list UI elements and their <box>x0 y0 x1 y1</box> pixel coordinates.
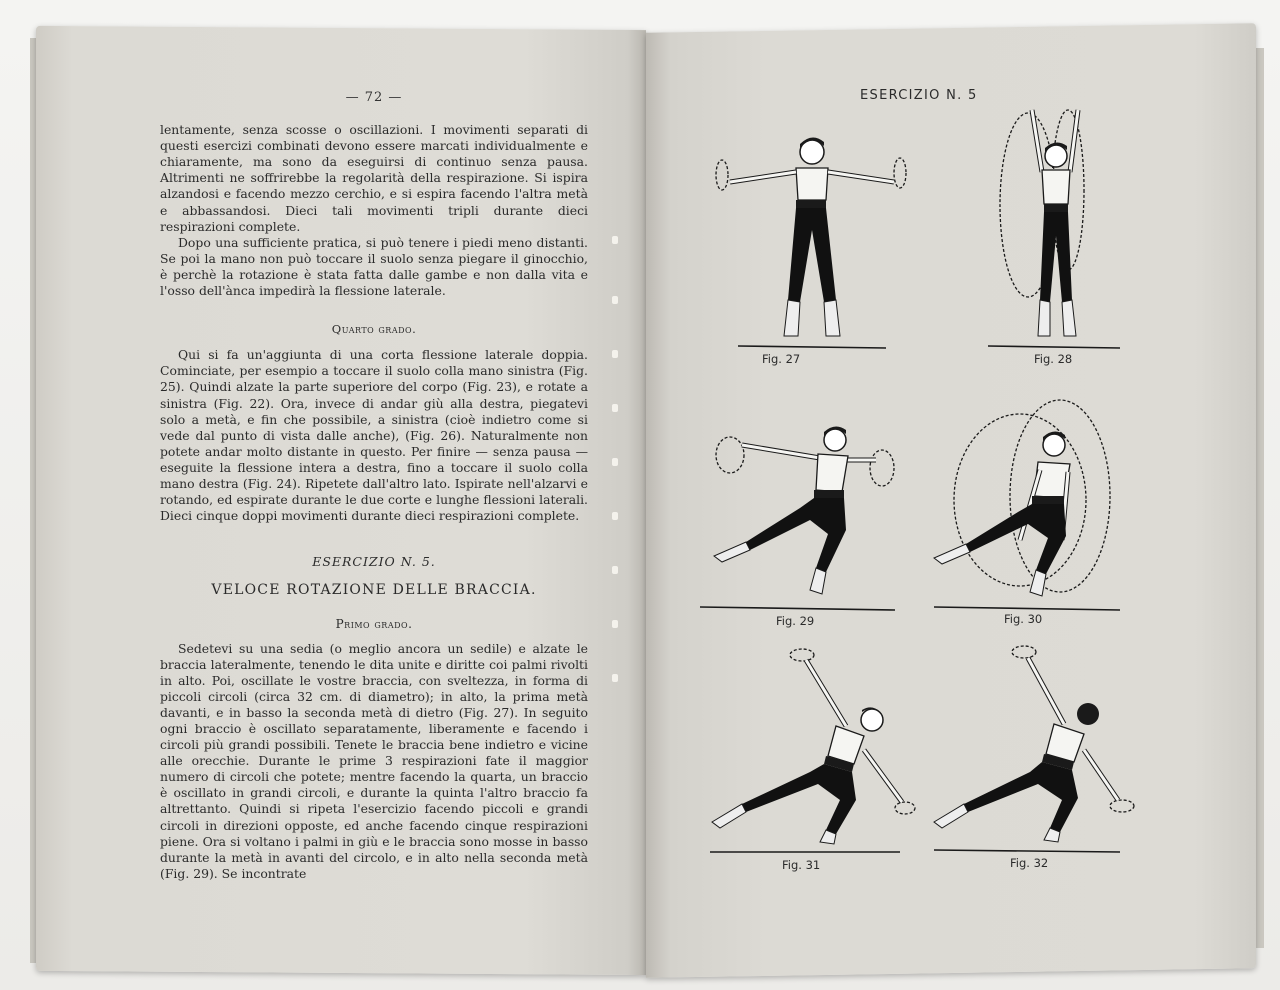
paragraph: Qui si fa un'aggiunta di una corta flessione laterale doppia. Cominciate, per esempio a toccare il suolo colla mano sinistra (Fig. 25). Quindi alzate la parte superiore del corpo (Fig. 23), e rotate a sinistra (Fig. 22). Ora, invece di andar giù alla destra, piegatevi solo a metà, e fin che possibile, a sinistra (cioè indietro come si vede dal punto di vista dalle anche), (Fig. 26). Naturalmente non potete andar molto distante in questo. Per finire — senza pausa — eseguite la flessione intera a destra, fino a toccare il suolo colla mano destra (Fig. 24). Ripetete dall'altro lato. Ispirate nell'alzarvi e rotando, ed espirate durante le due corte e lunghe flessioni laterali. Dieci cinque doppi movimenti durante dieci respirazioni complete. <box>160 347 588 524</box>
ground-line <box>934 607 1120 610</box>
ground-line <box>988 346 1120 348</box>
binding-stitch <box>612 458 618 466</box>
binding-stitch <box>612 350 618 358</box>
right-page-header: ESERCIZIO N. 5 <box>860 88 978 103</box>
binding-stitch <box>612 404 618 412</box>
figure-29-illustration <box>714 426 894 594</box>
figure-32-illustration <box>934 646 1134 842</box>
binding-stitch <box>612 674 618 682</box>
binding-stitch <box>612 620 618 628</box>
figure-caption: Fig. 27 <box>762 352 801 366</box>
page-number: — 72 — <box>345 90 403 105</box>
ground-line <box>738 346 886 348</box>
figure-caption: Fig. 32 <box>1010 856 1049 870</box>
figure-plate <box>650 100 1210 880</box>
figure-caption: Fig. 29 <box>776 614 815 628</box>
figure-27-illustration <box>716 137 906 336</box>
figure-30-illustration <box>934 400 1110 596</box>
binding-stitch <box>612 512 618 520</box>
paragraph: lentamente, senza scosse o oscillazioni. I movimenti separati di questi esercizi combinati devono essere marcati individualmente e chiaramente, ma sono da eseguirsi di continuo senza pausa. Altrimenti ne soffrirebbe la regolarità della respirazione. Si ispira alzandosi e facendo mezzo cerchio, e si espira facendo l'altra metà e abbassandosi. Dieci tali movimenti tripli durante dieci respirazioni complete. <box>160 122 588 234</box>
ground-line <box>934 850 1120 852</box>
paragraph: Sedetevi su una sedia (o meglio ancora un sedile) e alzate le braccia lateralmente, tenendo le dita unite e diritte coi palmi rivolti in alto. Poi, oscillate le vostre braccia, con sveltezza, in forma di piccoli circoli (circa 32 cm. di diametro); in alto, la prima metà davanti, e in basso la seconda metà di dietro (Fig. 27). In seguito ogni braccio è oscillato separatamente, liberamente e facendo i circoli più grandi possibili. Tenete le braccia bene indietro e vicine alle orecchie. Durante le prime 3 respirazioni fate il maggior numero di circoli che potete; mentre facendo la quarta, un braccio è oscillato in grandi circoli, e durante la quinta l'altro braccio fa altrettanto. Quindi si ripeta l'esercizio facendo piccoli e grandi circoli in direzioni opposte, ed anche facendo cinque respirazioni piene. Ora si voltano i palmi in giù e le braccia sono mosse in basso durante la metà in avanti del circolo, e in alto nella seconda metà (Fig. 29). Se incontrate <box>160 640 588 881</box>
figure-caption: Fig. 30 <box>1004 612 1043 626</box>
grade-heading: Primo grado. <box>335 617 413 632</box>
figure-caption: Fig. 31 <box>782 858 821 872</box>
exercise-subtitle: VELOCE ROTAZIONE DELLE BRACCIA. <box>211 582 537 599</box>
figure-31-illustration <box>712 649 915 844</box>
figure-28-illustration <box>1000 110 1084 336</box>
exercise-illustrations <box>650 100 1210 880</box>
binding-stitch <box>612 236 618 244</box>
exercise-title: ESERCIZIO N. 5. <box>312 554 436 570</box>
left-page-text <box>160 90 588 882</box>
paragraph: Dopo una sufficiente pratica, si può tenere i piedi meno distanti. Se poi la mano non può toccare il suolo senza piegare il ginocchio, è perchè la rotazione è stata fatta dalle gambe e non dalla vita e l'osso dell'ànca impedirà la flessione laterale. <box>160 234 588 299</box>
section-heading: Quarto grado. <box>331 322 417 337</box>
ground-line <box>700 607 895 610</box>
binding-stitch <box>612 566 618 574</box>
binding-stitch <box>612 296 618 304</box>
figure-caption: Fig. 28 <box>1034 352 1073 366</box>
